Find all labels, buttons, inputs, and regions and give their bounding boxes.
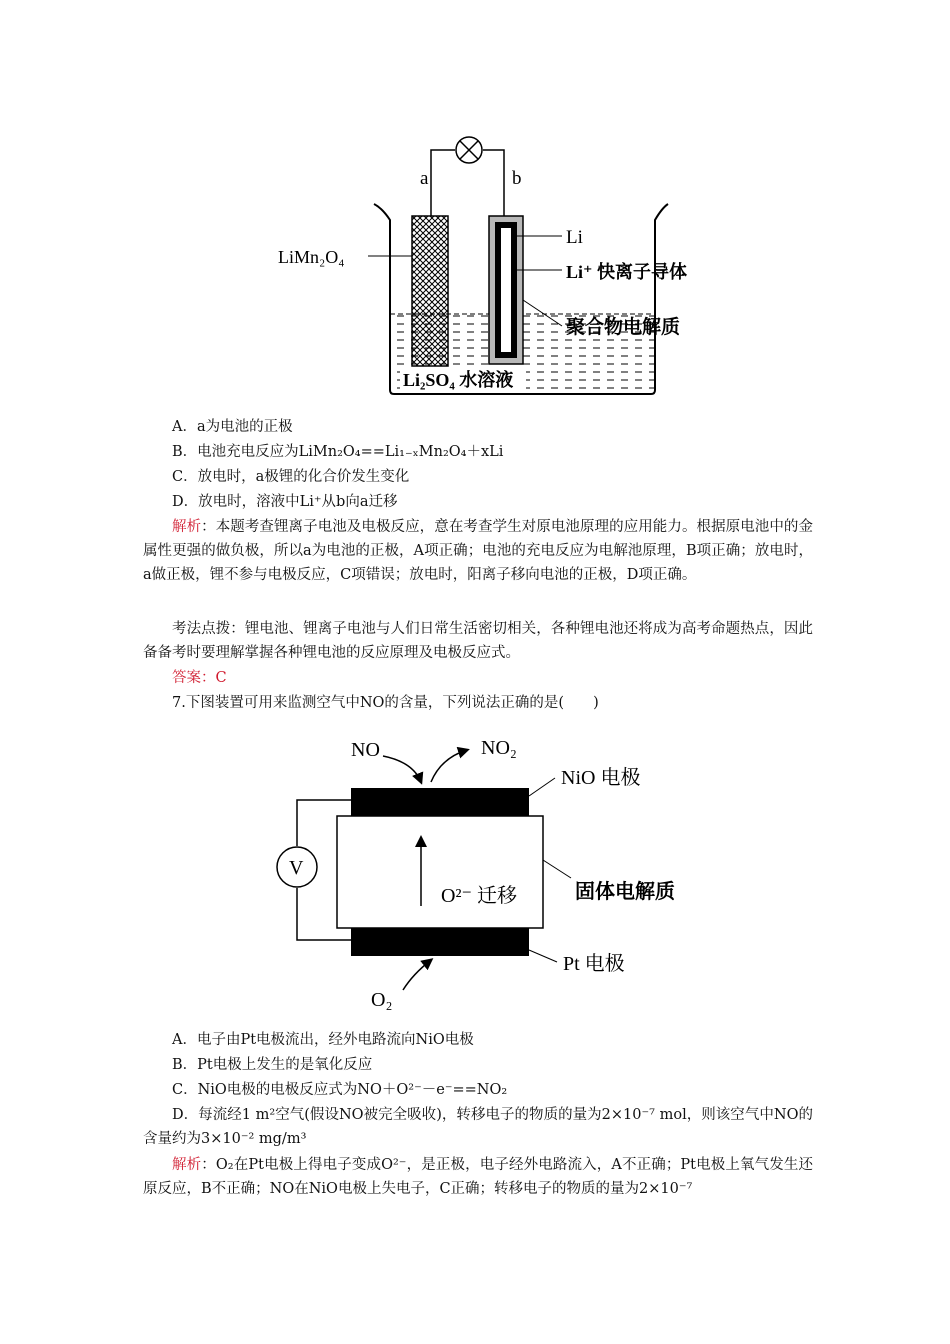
label-polymer-electrolyte: 聚合物电解质	[566, 317, 681, 338]
no-in-arrow-icon	[383, 756, 421, 782]
label-a: a	[420, 168, 429, 189]
q7-option-b: B．Pt电极上发生的是氧化反应	[172, 1057, 373, 1073]
q7-option-a: A．电子由Pt电极流出，经外电路流向NiO电极	[172, 1032, 474, 1048]
solid-electrolyte	[337, 816, 543, 928]
voltmeter-label: V	[289, 857, 304, 879]
answer-value: ：C	[201, 670, 227, 686]
label-solid-electrolyte: 固体电解质	[575, 881, 675, 903]
analysis-label: 解析	[172, 519, 202, 535]
q7-analysis-label: 解析	[172, 1157, 202, 1173]
battery-diagram	[270, 128, 750, 408]
label-o2-migration: O²⁻ 迁移	[441, 885, 517, 907]
lamp-icon	[456, 137, 482, 163]
o2-in-arrow-icon	[403, 960, 431, 990]
q6-option-c: C．放电时，a极锂的化合价发生变化	[172, 469, 410, 485]
label-fast-ion-conductor: Li⁺ 快离子导体	[566, 262, 688, 282]
q7-option-d: D．每流经1 m²空气(假设NO被完全吸收)，转移电子的物质的量为2×10⁻⁷ mol，则该空气中NO的含量约为3×10⁻² mg/m³	[143, 1107, 813, 1147]
label-limn2o4: LiMn₂O₄	[278, 247, 345, 267]
nio-electrode	[351, 788, 529, 816]
label-nio-electrode: NiO 电极	[561, 767, 641, 789]
no-sensor-diagram	[265, 728, 745, 1020]
q7-analysis	[143, 1153, 813, 1201]
label-b: b	[512, 168, 522, 189]
no2-out-arrow-icon	[431, 750, 467, 782]
q6-analysis	[143, 515, 813, 587]
electrode-a	[412, 216, 448, 366]
q6-option-d: D．放电时，溶液中Li⁺从b向a迁移	[172, 494, 398, 510]
pt-electrode	[351, 928, 529, 956]
label-li: Li	[566, 227, 583, 248]
label-no: NO	[351, 739, 380, 761]
q6-option-a: A．a为电池的正极	[172, 419, 293, 435]
electrode-b	[489, 216, 523, 364]
label-solution: Li₂SO₄ 水溶液	[403, 370, 514, 390]
label-pt-electrode: Pt 电极	[563, 953, 625, 975]
q7-analysis-text: ：O₂在Pt电极上得电子变成O²⁻，是正极，电子经外电路流入，A不正确；Pt电极上氧气发生还原反应，B不正确；NO在NiO电极上失电子，C正确；转移电子的物质的量为2×10⁻⁷	[143, 1157, 813, 1197]
q6-option-b: B．电池充电反应为LiMn₂O₄==Li₁₋ₓMn₂O₄＋xLi	[172, 444, 504, 460]
q6-tip: 考法点拨：锂电池、锂离子电池与人们日常生活密切相关，各种锂电池还将成为高考命题热点，因此备备考时要理解掌握各种锂电池的反应原理及电极反应式。	[143, 621, 813, 661]
q7-option-c: C．NiO电极的电极反应式为NO＋O²⁻－e⁻==NO₂	[172, 1082, 508, 1098]
q6-answer	[172, 666, 227, 690]
analysis-text: ：本题考查锂离子电池及电极反应，意在考查学生对原电池原理的应用能力。根据原电池中的金属性更强的做负极，所以a为电池的正极，A项正确；电池的充电反应为电解池原理，B项正确；放电时，a做正极，锂不参与电极反应，C项错误；放电时，阳离子移向电池的正极，D项正确。	[143, 519, 813, 583]
q7-stem: 7.下图装置可用来监测空气中NO的含量，下列说法正确的是( )	[172, 695, 599, 711]
answer-label: 答案	[172, 670, 201, 686]
label-no2: NO₂	[481, 737, 517, 759]
label-o2: O₂	[371, 989, 393, 1011]
